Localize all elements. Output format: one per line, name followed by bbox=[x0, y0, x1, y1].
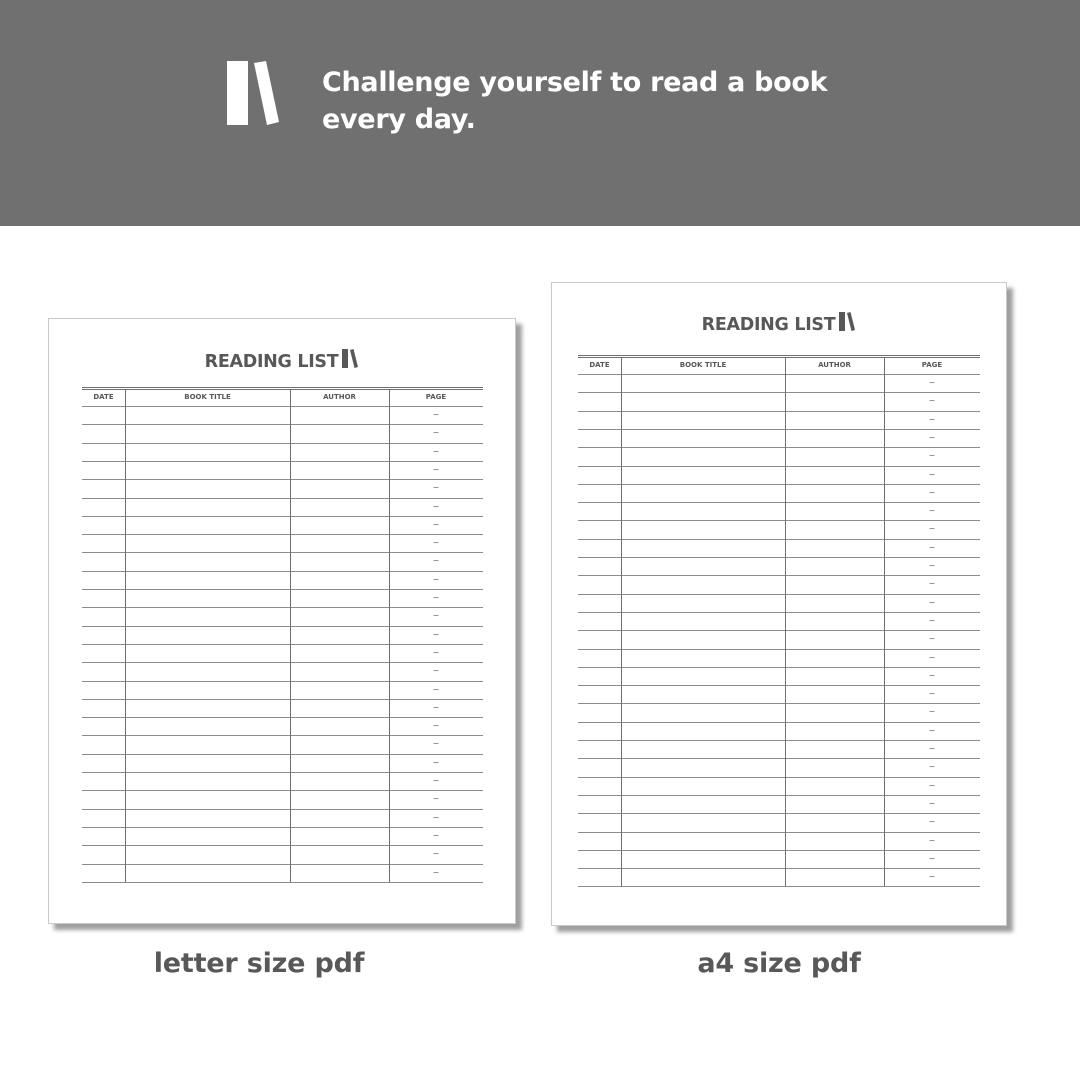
header-banner bbox=[0, 0, 1080, 226]
column-divider bbox=[785, 358, 786, 886]
row-rule bbox=[578, 886, 980, 887]
page-range-marker: ~ bbox=[928, 872, 936, 882]
row-rule bbox=[82, 717, 483, 718]
row-rule bbox=[578, 832, 980, 833]
banner-line-1: Challenge yourself to read a book bbox=[322, 67, 828, 98]
page-range-marker: ~ bbox=[928, 506, 936, 516]
page-range-marker: ~ bbox=[928, 780, 936, 790]
page-range-marker: ~ bbox=[432, 647, 440, 657]
books-icon bbox=[342, 349, 359, 369]
page-range-marker: ~ bbox=[432, 556, 440, 566]
page-range-marker: ~ bbox=[928, 542, 936, 552]
books-icon bbox=[839, 312, 856, 332]
page-range-marker: ~ bbox=[928, 853, 936, 863]
row-rule bbox=[82, 662, 483, 663]
row-rule bbox=[578, 594, 980, 595]
column-divider bbox=[389, 390, 390, 882]
row-rule bbox=[578, 813, 980, 814]
row-rule bbox=[82, 552, 483, 553]
page-range-marker: ~ bbox=[928, 487, 936, 497]
row-rule bbox=[82, 479, 483, 480]
row-rule bbox=[82, 516, 483, 517]
page-range-marker: ~ bbox=[928, 707, 936, 717]
page-range-marker: ~ bbox=[432, 867, 440, 877]
header-rule bbox=[578, 374, 980, 375]
column-divider bbox=[290, 390, 291, 882]
page-range-marker: ~ bbox=[928, 524, 936, 534]
row-rule bbox=[82, 864, 483, 865]
page-range-marker: ~ bbox=[928, 396, 936, 406]
row-rule bbox=[82, 754, 483, 755]
row-rule bbox=[578, 649, 980, 650]
row-rule bbox=[578, 539, 980, 540]
row-rule bbox=[578, 392, 980, 393]
row-rule bbox=[578, 575, 980, 576]
row-rule bbox=[578, 447, 980, 448]
row-rule bbox=[578, 777, 980, 778]
column-header-book-title: BOOK TITLE bbox=[679, 361, 727, 369]
letter-sheet bbox=[48, 318, 516, 924]
page-range-marker: ~ bbox=[928, 689, 936, 699]
a4-sheet bbox=[551, 282, 1007, 926]
page-range-marker: ~ bbox=[432, 538, 440, 548]
row-rule bbox=[82, 424, 483, 425]
page-range-marker: ~ bbox=[432, 666, 440, 676]
a4-sheet-title bbox=[552, 312, 1006, 335]
column-divider bbox=[884, 358, 885, 886]
row-rule bbox=[82, 498, 483, 499]
row-rule bbox=[578, 484, 980, 485]
row-rule bbox=[82, 571, 483, 572]
page-range-marker: ~ bbox=[928, 378, 936, 387]
row-rule bbox=[82, 607, 483, 608]
page-range-marker: ~ bbox=[432, 574, 440, 584]
page-range-marker: ~ bbox=[928, 744, 936, 753]
row-rule bbox=[82, 626, 483, 627]
row-rule bbox=[578, 466, 980, 467]
table-top-rule bbox=[82, 389, 483, 390]
row-rule bbox=[578, 850, 980, 851]
table-top-rule bbox=[82, 387, 483, 388]
page-range-marker: ~ bbox=[928, 451, 936, 461]
page-range-marker: ~ bbox=[432, 776, 440, 785]
row-rule bbox=[578, 685, 980, 686]
page-range-marker: ~ bbox=[432, 446, 440, 456]
page-range-marker: ~ bbox=[432, 611, 440, 621]
row-rule bbox=[82, 534, 483, 535]
page-range-marker: ~ bbox=[432, 794, 440, 804]
page-range-marker: ~ bbox=[928, 579, 936, 589]
row-rule bbox=[82, 845, 483, 846]
column-header-page: PAGE bbox=[921, 361, 943, 369]
page-range-marker: ~ bbox=[928, 469, 936, 479]
banner-headline bbox=[322, 64, 827, 138]
row-rule bbox=[578, 411, 980, 412]
page-range-marker: ~ bbox=[928, 414, 936, 424]
table-top-rule bbox=[578, 357, 980, 358]
row-rule bbox=[578, 740, 980, 741]
header-rule bbox=[82, 406, 483, 407]
page-range-marker: ~ bbox=[432, 830, 440, 840]
table-top-rule bbox=[578, 355, 980, 356]
page-range-marker: ~ bbox=[432, 702, 440, 712]
column-header-date: DATE bbox=[93, 393, 114, 401]
column-divider bbox=[621, 358, 622, 886]
banner-line-2: every day. bbox=[322, 104, 476, 135]
row-rule bbox=[578, 868, 980, 869]
column-header-book-title: BOOK TITLE bbox=[184, 393, 231, 401]
letter-size-caption: letter size pdf bbox=[153, 948, 365, 979]
column-header-author: AUTHOR bbox=[323, 393, 356, 401]
page-range-marker: ~ bbox=[432, 739, 440, 749]
row-rule bbox=[578, 612, 980, 613]
letter-title-text: READING LIST bbox=[204, 352, 339, 372]
page-range-marker: ~ bbox=[928, 634, 936, 644]
page-range-marker: ~ bbox=[432, 849, 440, 859]
a4-title-text: READING LIST bbox=[701, 315, 836, 335]
row-rule bbox=[82, 644, 483, 645]
row-rule bbox=[82, 790, 483, 791]
a4-size-caption: a4 size pdf bbox=[697, 948, 861, 979]
row-rule bbox=[578, 502, 980, 503]
row-rule bbox=[578, 795, 980, 796]
page-range-marker: ~ bbox=[432, 501, 440, 511]
row-rule bbox=[578, 557, 980, 558]
page-range-marker: ~ bbox=[928, 597, 936, 607]
column-header-date: DATE bbox=[589, 361, 610, 369]
row-rule bbox=[578, 703, 980, 704]
page-range-marker: ~ bbox=[928, 817, 936, 827]
row-rule bbox=[578, 429, 980, 430]
row-rule bbox=[82, 461, 483, 462]
page-range-marker: ~ bbox=[928, 762, 936, 772]
row-rule bbox=[578, 630, 980, 631]
page-range-marker: ~ bbox=[432, 519, 440, 529]
page-range-marker: ~ bbox=[928, 561, 936, 570]
page-range-marker: ~ bbox=[432, 483, 440, 493]
page-range-marker: ~ bbox=[432, 684, 440, 694]
page-range-marker: ~ bbox=[928, 670, 936, 680]
page-range-marker: ~ bbox=[432, 721, 440, 731]
row-rule bbox=[82, 809, 483, 810]
row-rule bbox=[82, 699, 483, 700]
a4-reading-table bbox=[578, 355, 980, 893]
row-rule bbox=[82, 882, 483, 883]
row-rule bbox=[82, 772, 483, 773]
row-rule bbox=[82, 589, 483, 590]
row-rule bbox=[578, 758, 980, 759]
page-range-marker: ~ bbox=[432, 812, 440, 822]
row-rule bbox=[578, 667, 980, 668]
page-range-marker: ~ bbox=[432, 629, 440, 639]
page-range-marker: ~ bbox=[928, 615, 936, 625]
row-rule bbox=[82, 443, 483, 444]
column-header-author: AUTHOR bbox=[818, 361, 851, 369]
row-rule bbox=[82, 681, 483, 682]
page-range-marker: ~ bbox=[928, 798, 936, 808]
page-range-marker: ~ bbox=[432, 464, 440, 474]
page-range-marker: ~ bbox=[928, 432, 936, 442]
page-range-marker: ~ bbox=[928, 652, 936, 662]
row-rule bbox=[82, 827, 483, 828]
page-range-marker: ~ bbox=[432, 757, 440, 767]
page-range-marker: ~ bbox=[928, 835, 936, 845]
page-range-marker: ~ bbox=[432, 593, 440, 602]
row-rule bbox=[578, 722, 980, 723]
row-rule bbox=[578, 520, 980, 521]
page-range-marker: ~ bbox=[928, 725, 936, 735]
column-divider bbox=[125, 390, 126, 882]
page-range-marker: ~ bbox=[432, 410, 440, 419]
column-header-page: PAGE bbox=[425, 393, 447, 401]
letter-sheet-title bbox=[49, 349, 515, 372]
books-icon bbox=[226, 60, 282, 128]
row-rule bbox=[82, 735, 483, 736]
page-range-marker: ~ bbox=[432, 428, 440, 438]
letter-reading-table bbox=[82, 387, 483, 885]
